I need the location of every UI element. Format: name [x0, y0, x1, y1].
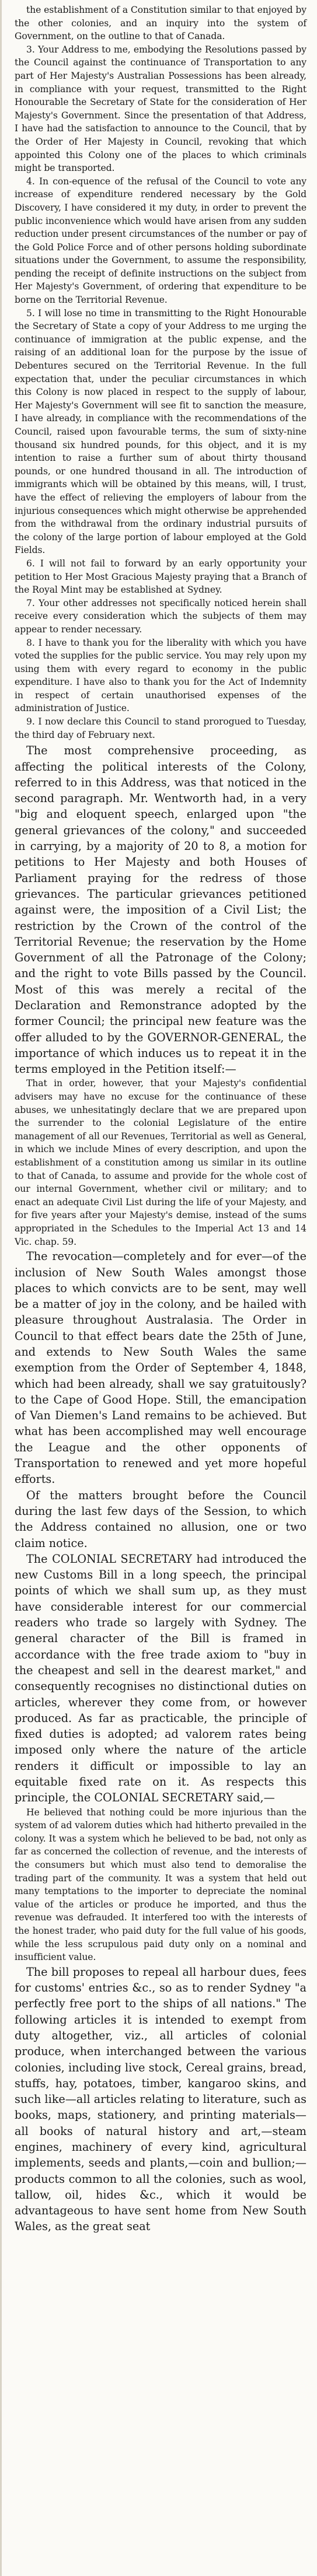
colonial-secretary-quotation: He believed that nothing could be more injurious than the system of ad valorem duties which had hitherto prevailed in the colony. It was a system which he believed to be bad, not only as far as concerned the collection of revenue, and the interests of the consumers but which must also tend to demoralise the trading part of the community. It was a system that held out many temptations to the importer to depreciate the nominal value of the articles or produce he imported, and thus the revenue was defrauded. It interfered too with the interests of the honest trader, who paid duty for the full value of his goods, while the less scrupulous paid duty only on a nominal and insufficient value.: [15, 1807, 306, 1963]
article-column: [15, 4, 306, 2235]
address-paragraph-3: 3. Your Address to me, embodying the Resolutions passed by the Council against the continuance of Transportation to any part of Her Majesty's Australian Possessions has been already, in compliance with your request, transmitted to the Right Honourable the Secretary of State for the consideration of Her Majesty's Government. Since the presentation of that Address, I have had the satisfaction to announce to the Council, that by the Order of Her Majesty in Council, revoking that which appointed this Colony one of the places to which criminals might be transported.: [15, 44, 306, 174]
commentary-paragraph-matters: Of the matters brought before the Council during the last few days of the Session, to which the Address contained no allusion, one or two claim notice.: [15, 1488, 306, 1550]
petition-quotation: That in order, however, that your Majesty's confidential advisers may have no excuse for the continuance of these abuses, we unhesitatingly declare that we are prepared upon the surrender to the colonial Legislature of the entire management of all our Revenues, Territorial as well as General, in which we include Mines of every description, and upon the establishment of a constitution among us similar in its outline to that of Canada, to assume and provide for the whole cost of our internal Government, whether civil or military; and to enact an adequate Civil List during the life of your Majesty, and for five years after your Majesty's demise, instead of the sums appropriated in the Schedules to the Imperial Act 13 and 14 Vic. chap. 59.: [15, 1078, 306, 1247]
address-paragraph-5: 5. I will lose no time in transmitting to the Right Honourable the Secretary of State a copy of your Address to me urging the continuance of immigration at the public expense, and the raising of an additional loan for the purpose by the issue of Debentures secured on the Territorial Revenue. In the full expectation that, under the peculiar circumstances in which this Colony is now placed in respect to the supply of labour, Her Majesty's Government will see fit to sanction the measure, I have already, in compliance with the recommendations of the Council, raised upon favourable terms, the sum of sixty-nine thousand six hundred pounds, for this object, and it is my intention to raise a further sum of about thirty thousand pounds, or one hundred thousand in all. The introduction of immigrants which will be obtained by this means, will, I trust, have the effect of relieving the employers of labour from the injurious consequences which might otherwise be apprehended from the withdrawal from the ordinary industrial pursuits of the colony of the large portion of labour employed at the Gold Fields.: [15, 307, 306, 556]
commentary-paragraph-customs-bill: The COLONIAL SECRETARY had introduced the new Customs Bill in a long speech, the principal points of which we shall sum up, as they must have considerable interest for our commercial readers who trade so largely with Sydney. The general character of the Bill is framed in accordance with the free trade axiom to "buy in the cheapest and sell in the dearest market," and consequently recognises no distinctional duties on articles, wherever they come from, or however produced. As far as practicable, the principle of fixed duties is adopted; ad valorem rates being imposed only where the nature of the article renders it difficult or impossible to lay an equitable fixed rate on it. As respects this principle, the COLONIAL SECRETARY said,—: [15, 1552, 306, 1805]
address-paragraph-4: 4. In con-equence of the refusal of the Council to vote any increase of expenditure rendered necessary by the Gold Discovery, I have considered it my duty, in order to prevent the public inconvenience which would have arisen from any sudden reduction under present circumstances of the number or pay of the Gold Police Force and of other persons holding subordinate situations under the Government, to assume the responsibility, pending the receipt of definite instructions on the subject from Her Majesty's Government, of ordering that expenditure to be borne on the Territorial Revenue.: [15, 176, 306, 306]
address-paragraph-7: 7. Your other addresses not specifically noticed herein shall receive every consideration which the subjects of them may appear to render necessary.: [15, 597, 306, 635]
address-paragraph-9: 9. I now declare this Council to stand prorogued to Tuesday, the third day of February next.: [15, 716, 306, 740]
commentary-paragraph-revocation: The revocation—completely and for ever—of the inclusion of New South Wales amongst those places to which convicts are to be sent, may well be a matter of joy in the colony, and be hailed with pleasure throughout Australasia. The Order in Council to that effect bears date the 25th of June, and extends to New South Wales the same exemption from the Order of September 4, 1848, which had been already, shall we say gratuitously? to the Cape of Good Hope. Still, the emancipation of Van Diemen's Land remains to be achieved. But what has been accomplished may well encourage the League and the other opponents of Transportation to renewed and yet more hopeful efforts.: [15, 1250, 306, 1486]
address-paragraph-2-tail: the establishment of a Constitution similar to that enjoyed by the other colonies, and an inquiry into the system of Government, on the outline to that of Canada.: [15, 5, 306, 42]
address-paragraph-6: 6. I will not fail to forward by an early opportunity your petition to Her Most Gracious Majesty praying that a Branch of the Royal Mint may be established at Sydney.: [15, 558, 306, 596]
commentary-paragraph-free-port: The bill proposes to repeal all harbour dues, fees for customs' entries &c., so as to render Sydney "a perfectly free port to the ships of all nations." The following articles it is intended to exempt from duty altogether, viz., all articles of colonial produce, when interchanged between the various colonies, including live stock, Cereal grains, bread, stuffs, hay, potatoes, timber, kangaroo skins, and such like—all articles relating to literature, such as books, maps, stationery, and printing materials—all books of natural history and art,—steam engines, machinery of every kind, agricultural implements, seeds and plants,—coin and bullion;—products common to all the colonies, such as wool, tallow, oil, hides &c., which it would be advantageous to have sent home from New South Wales, as the great seat: [15, 1965, 306, 2234]
address-paragraph-8: 8. I have to thank you for the liberality with which you have voted the supplies for the public service. You may rely upon my using them with every regard to economy in the public expenditure. I have also to thank you for the Act of Indemnity in respect of certain unauthorised expenses of the administration of Justice.: [15, 637, 306, 714]
commentary-paragraph-petitions: The most comprehensive proceeding, as affecting the political interests of the Colony, referred to in this Address, was that noticed in the second paragraph. Mr. Wentworth had, in a very "big and eloquent speech, enlarged upon "the general grievances of the colony," and succeeded in carrying, by a majority of 20 to 8, a motion for petitions to Her Majesty and both Houses of Parliament praying for the redress of those grievances. The particular grievances petitioned against were, the imposition of a Civil List; the restriction by the Crown of the control of the Territorial Revenue; the reservation by the Home Government of all the Patronage of the Colony; and the right to vote Bills passed by the Council. Most of this was merely a recital of the Declaration and Remonstrance adopted by the former Council; the principal new feature was the offer alluded to by the GOVERNOR-GENERAL, the importance of which induces us to repeat it in the terms employed in the Petition itself:—: [15, 744, 306, 1076]
